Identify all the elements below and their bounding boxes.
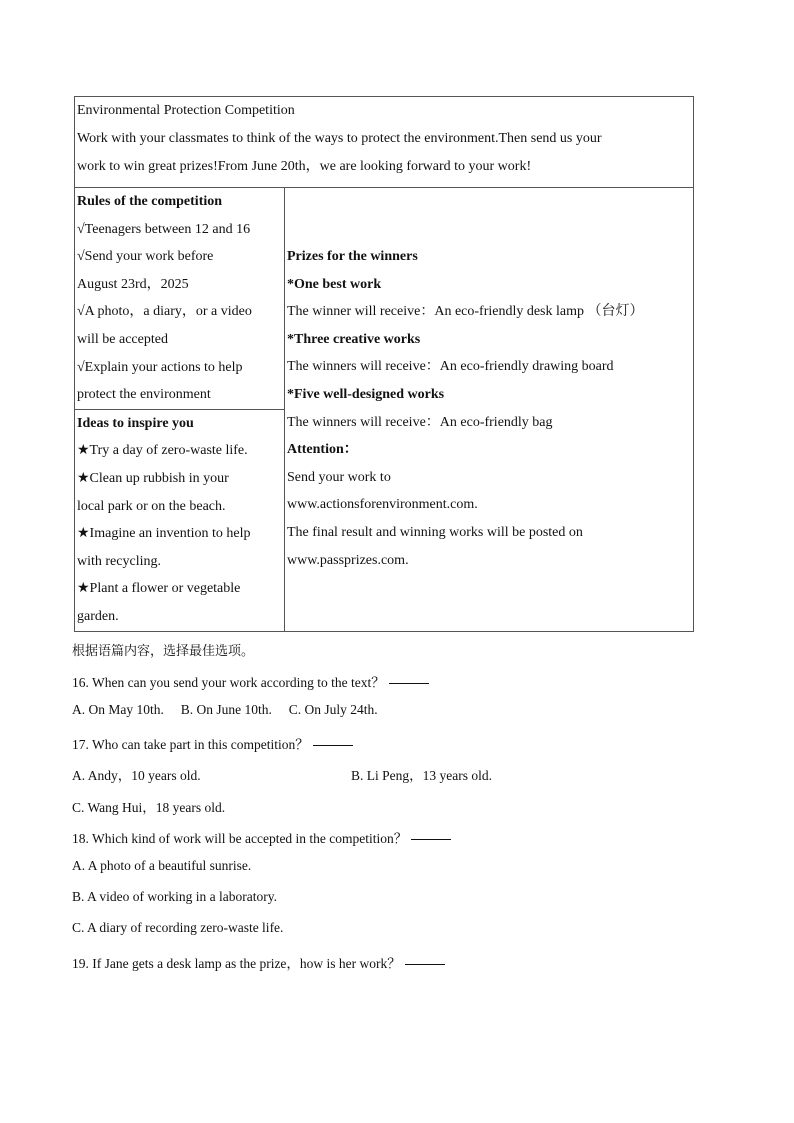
question-17-option-c: C. Wang Hui，18 years old.: [72, 800, 226, 815]
attention-line: The final result and winning works will be posted on: [287, 524, 583, 540]
answer-blank: [313, 745, 353, 746]
prizes-section: [285, 188, 693, 631]
rules-line: August 23rd，2025: [77, 276, 189, 292]
instruction-text: 根据语篇内容，选择最佳选项。: [72, 644, 255, 659]
question-19-text: 19. If Jane gets a desk lamp as the prize，how is her work？: [72, 956, 401, 971]
rules-line: will be accepted: [77, 331, 168, 347]
notice-intro-line-1: Work with your classmates to think of the ways to protect the environment.Then send us your: [77, 131, 602, 146]
question-17-option-b: B. Li Peng，13 years old.: [351, 768, 492, 783]
answer-blank: [405, 964, 445, 965]
rules-line: protect the environment: [77, 387, 211, 403]
question-17-text: 17. Who can take part in this competition？: [72, 737, 309, 752]
question-18-option-b: B. A video of working in a laboratory.: [72, 889, 277, 904]
answer-blank: [389, 683, 429, 684]
prize-tier-1-text: The winner will receive：An eco-friendly desk lamp （台灯）: [287, 304, 644, 320]
question-17-option-a: A. Andy，10 years old.: [72, 768, 201, 783]
rules-section: [75, 188, 284, 410]
rules-heading: Rules of the competition: [77, 194, 223, 209]
question-16-text: 16. When can you send your work according to the text？: [72, 675, 385, 690]
notice-title: Environmental Protection Competition: [77, 103, 295, 118]
prize-tier-2-text: The winners will receive：An eco-friendly drawing board: [287, 359, 614, 375]
ideas-line: ★Try a day of zero-waste life.: [77, 443, 248, 459]
question-17: [72, 733, 353, 753]
attention-heading: Attention：: [287, 442, 358, 458]
prize-tier-3-text: The winners will receive：An eco-friendly bag: [287, 414, 553, 430]
prizes-heading: Prizes for the winners: [287, 249, 418, 264]
prize-tier-2-title: *Three creative works: [287, 331, 421, 347]
question-19: [72, 952, 445, 972]
notice-header: [75, 97, 693, 188]
ideas-heading: Ideas to inspire you: [77, 415, 194, 431]
ideas-line: with recycling.: [77, 553, 161, 569]
ideas-line: ★Imagine an invention to help: [77, 526, 251, 542]
question-16-options: A. On May 10th. B. On June 10th. C. On July 24th.: [72, 702, 378, 717]
rules-line: √A photo，a diary，or a video: [77, 304, 252, 320]
prize-tier-1-title: *One best work: [287, 276, 382, 292]
question-18-option-c: C. A diary of recording zero-waste life.: [72, 920, 284, 935]
ideas-line: garden.: [77, 608, 119, 624]
ideas-line: ★Clean up rubbish in your: [77, 470, 229, 486]
attention-line: www.passprizes.com.: [287, 552, 409, 568]
question-16: [72, 671, 429, 691]
attention-line: Send your work to: [287, 469, 391, 485]
ideas-line: local park or on the beach.: [77, 498, 226, 514]
question-18-text: 18. Which kind of work will be accepted in the competition？: [72, 831, 408, 846]
question-18-option-a: A. A photo of a beautiful sunrise.: [72, 858, 252, 873]
prize-tier-3-title: *Five well-designed works: [287, 386, 445, 402]
rules-line: √Teenagers between 12 and 16: [77, 221, 251, 237]
notice-intro-line-2: work to win great prizes!From June 20th，we are looking forward to your work!: [77, 159, 532, 174]
answer-blank: [411, 839, 451, 840]
competition-notice-table: [74, 96, 694, 632]
ideas-section: [75, 410, 284, 631]
ideas-line: ★Plant a flower or vegetable: [77, 581, 241, 597]
attention-line: www.actionsforenvironment.com.: [287, 497, 478, 513]
rules-line: √Send your work before: [77, 249, 214, 265]
question-18: [72, 827, 451, 847]
rules-line: √Explain your actions to help: [77, 359, 243, 375]
